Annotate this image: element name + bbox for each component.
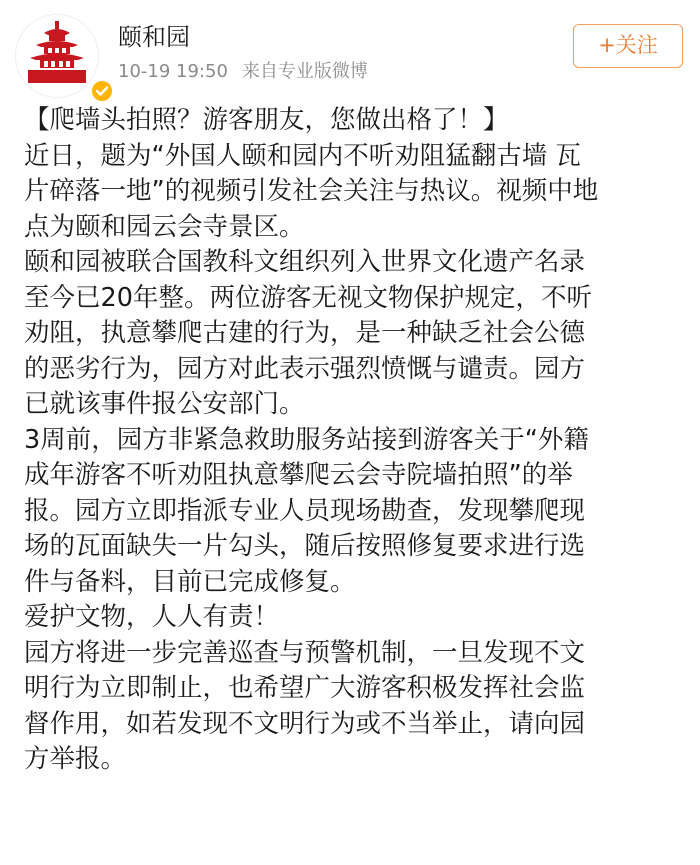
- summer-palace-pagoda-logo-icon: [16, 15, 98, 97]
- post-text-line: 已就该事件报公安部门。: [24, 389, 305, 419]
- post-text-line: 点为颐和园云会寺景区。: [24, 211, 305, 242]
- post-text-line: 场的瓦面缺失一片勾头，随后按照修复要求进行选: [24, 531, 586, 561]
- post-text-line: 督作用，如若发现不文明行为或不当举止，请向园: [24, 708, 586, 739]
- account-name[interactable]: 颐和园: [118, 23, 190, 51]
- post-text-line: 的恶劣行为，园方对此表示强烈愤慨与谴责。园方: [24, 353, 586, 384]
- post-text-line: 劝阻，执意攀爬古建的行为，是一种缺乏社会公德: [24, 318, 586, 348]
- post-text-line: 园方将进一步完善巡查与预警机制，一旦发现不文: [24, 637, 586, 668]
- post-text-line: 片碎落一地”的视频引发社会关注与热议。视频中地: [24, 176, 599, 206]
- post-meta: [118, 60, 368, 84]
- post-text-line: 明行为立即制止，也希望广大游客积极发挥社会监: [24, 673, 586, 703]
- post-source: 来自专业版微博: [241, 61, 368, 82]
- post-header: [0, 0, 700, 100]
- post-text-line: 近日，题为“外国人颐和园内不听劝阻猛翻古墙 瓦: [24, 140, 581, 171]
- post-text-line: 件与备料，目前已完成修复。: [24, 566, 356, 597]
- verified-badge-icon: [90, 79, 114, 103]
- post-time[interactable]: 10-19 19:50: [118, 61, 228, 82]
- post-body: [24, 103, 688, 778]
- post-text-line: 报。园方立即指派专业人员现场勘查，发现攀爬现: [24, 495, 586, 526]
- post-text-line: 颐和园被联合国教科文组织列入世界文化遗产名录: [24, 247, 586, 277]
- follow-button[interactable]: +关注: [573, 24, 683, 68]
- post-text-line: 至今已20年整。两位游客无视文物保护规定，不听: [24, 282, 592, 313]
- post-text-line: 爱护文物，人人有责！: [24, 602, 280, 632]
- avatar[interactable]: [15, 14, 99, 98]
- post-title: 【爬墙头拍照？游客朋友，您做出格了！】: [24, 105, 509, 135]
- post-text-line: 成年游客不听劝阻执意攀爬云会寺院墙拍照”的举: [24, 460, 573, 490]
- post-text-line: 3周前，园方非紧急救助服务站接到游客关于“外籍: [24, 424, 589, 455]
- post-text-line: 方举报。: [24, 744, 127, 774]
